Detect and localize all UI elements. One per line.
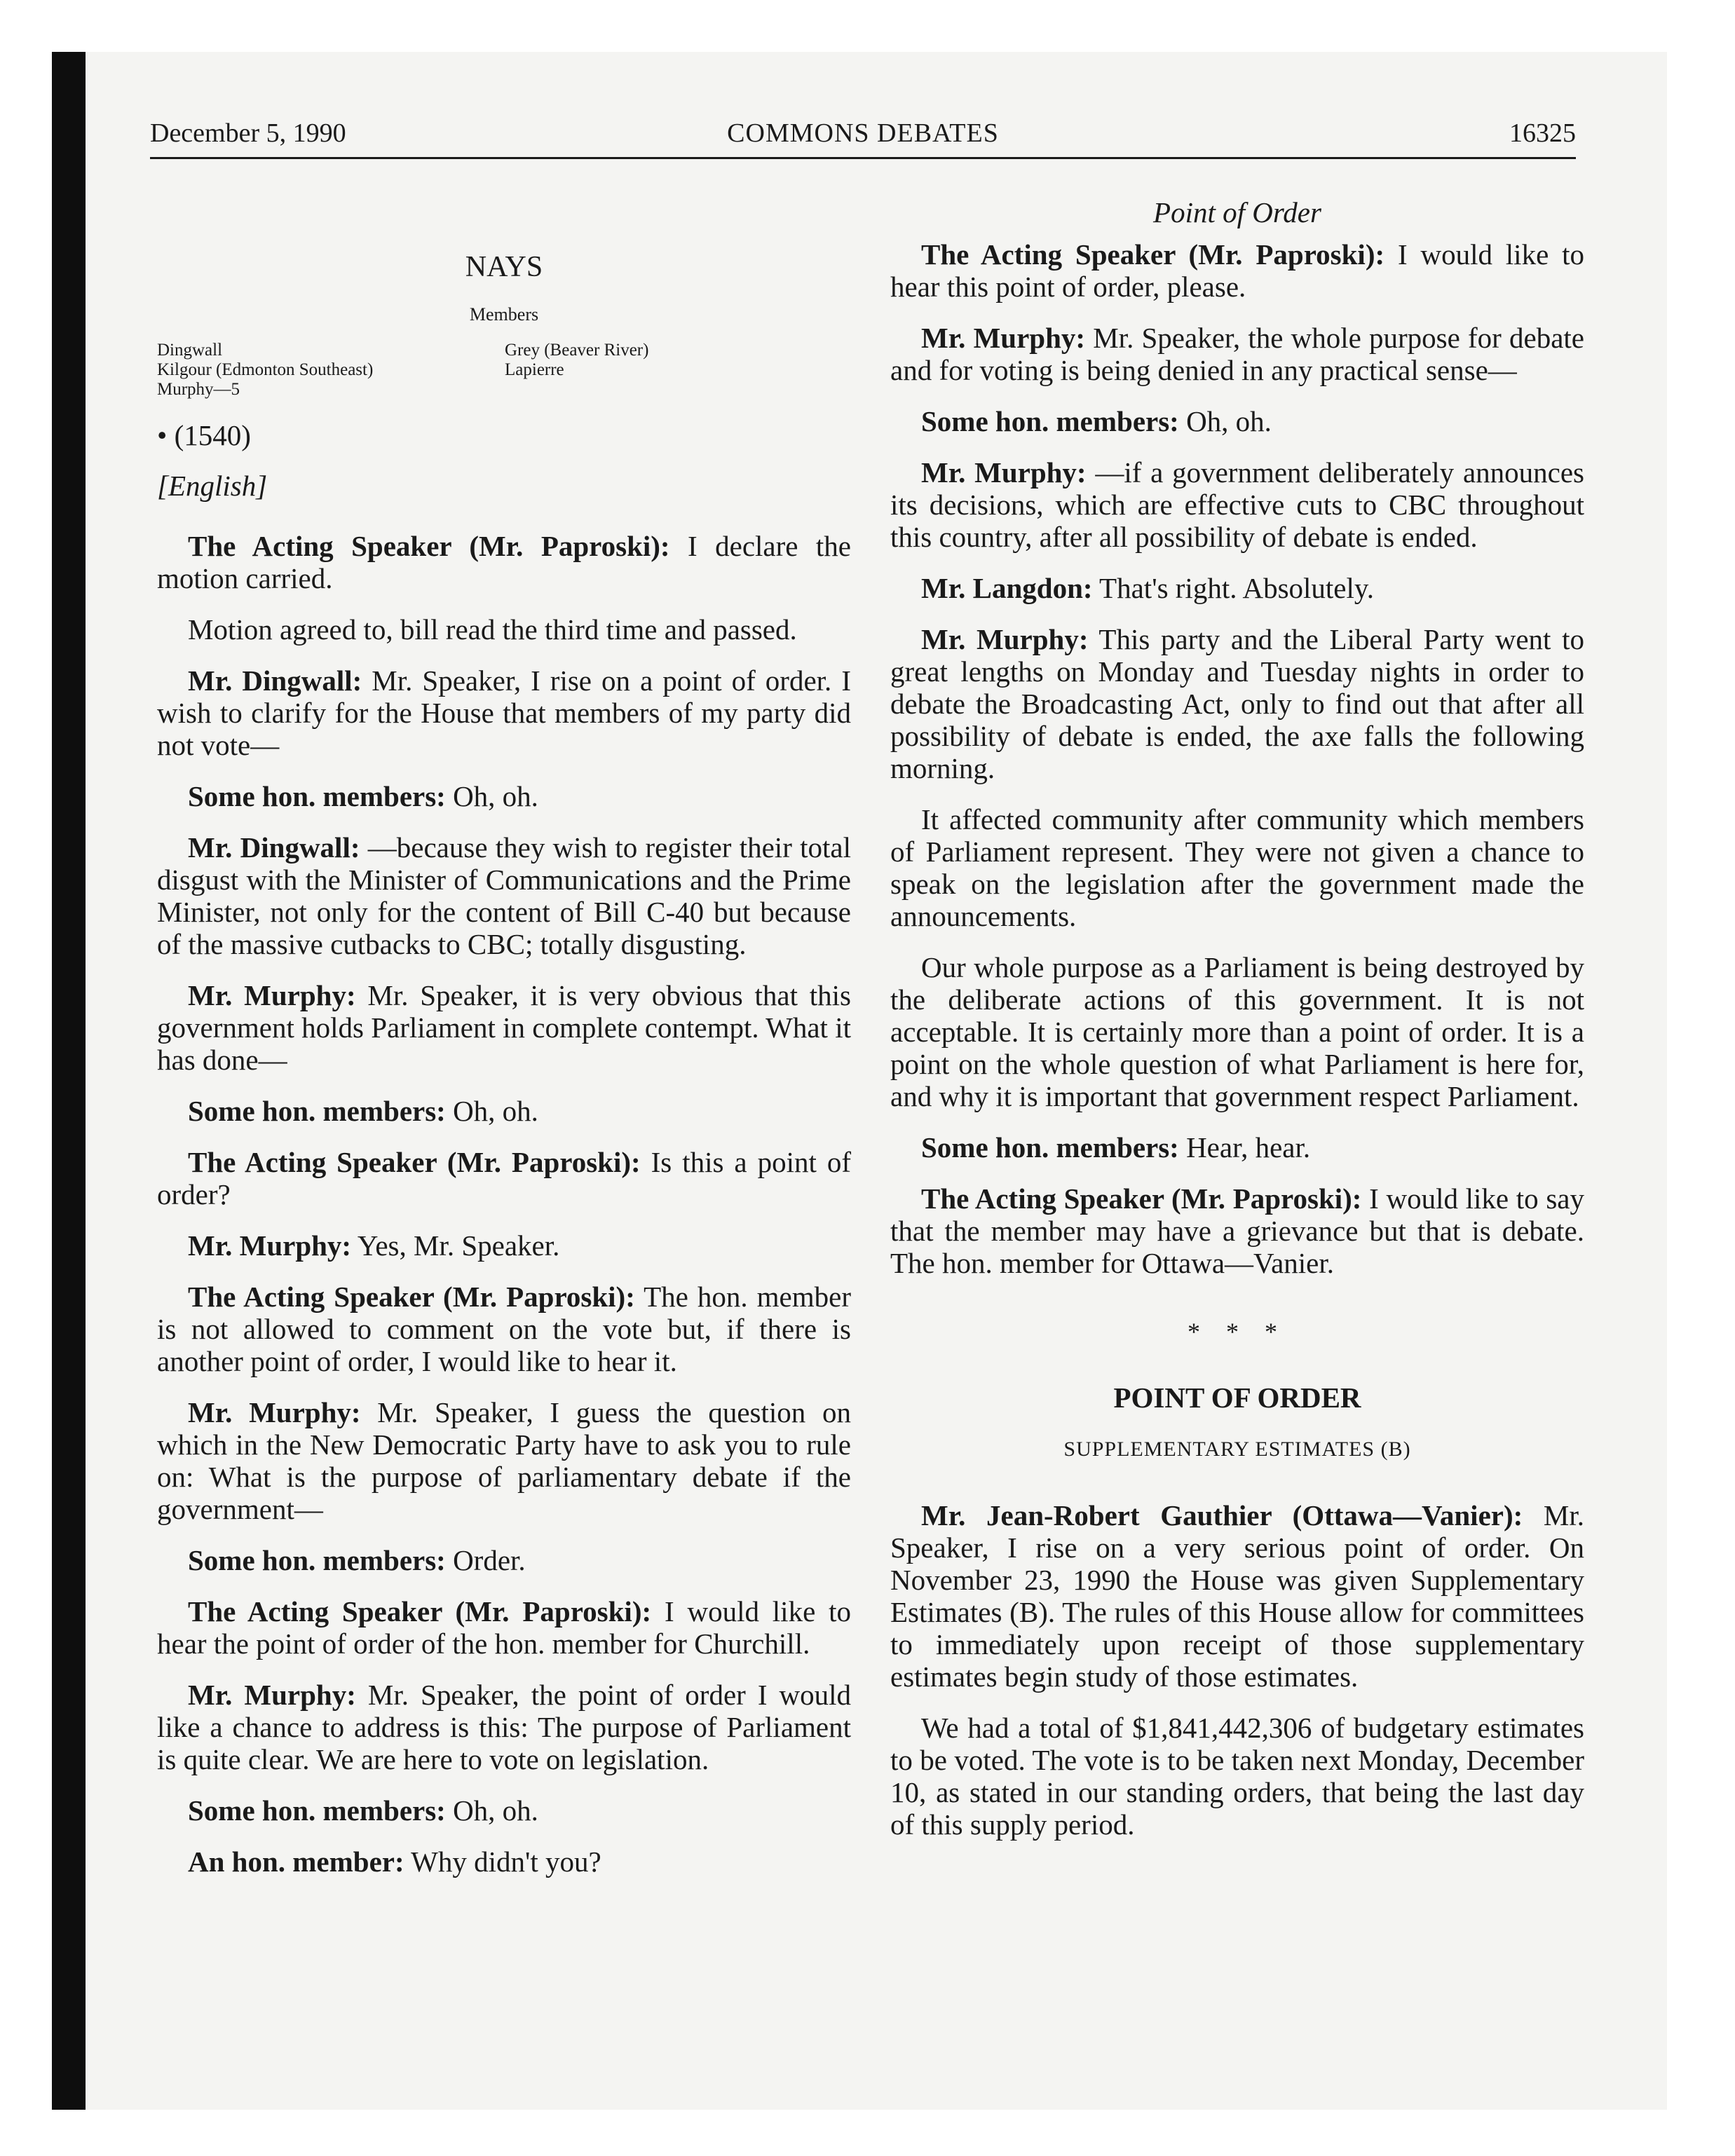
nays-heading: NAYS xyxy=(465,251,543,283)
paragraph xyxy=(890,572,1584,604)
speaker-name: The Acting Speaker (Mr. Paproski): xyxy=(921,238,1385,271)
speaker-name: Some hon. members: xyxy=(188,1544,446,1576)
header-rule xyxy=(150,157,1576,159)
paragraph-text: I would like to hear the point of order of the hon. member for Churchill. xyxy=(157,1595,852,1660)
paragraph-text: Our whole purpose as a Parliament is being destroyed by the deliberate actions of this government. It is not acceptable. It is certainly more than a point of order. It is a point on the whole question of what Parliament is here for, and why it is important that government respect Parliament. xyxy=(890,951,1584,1112)
running-subhead: Point of Order xyxy=(1153,196,1321,228)
paragraph xyxy=(890,1131,1584,1164)
paragraph xyxy=(157,780,851,812)
time-marker xyxy=(157,419,851,451)
speaker-name: Mr. Murphy: xyxy=(921,322,1086,354)
speaker-name: The Acting Speaker (Mr. Paproski): xyxy=(188,530,670,562)
paragraph-text: Mr. Speaker, I rise on a point of order. I wish to clarify for the House that members of my party did not vote— xyxy=(157,664,851,761)
page-header xyxy=(150,118,1576,160)
time-marker-text: (1540) xyxy=(174,419,251,451)
paragraph-text: Is this a point of order? xyxy=(157,1146,851,1210)
paragraph-text: Yes, Mr. Speaker. xyxy=(351,1229,560,1262)
speaker-name: Some hon. members: xyxy=(188,1794,446,1827)
paragraph-text: That's right. Absolutely. xyxy=(1092,572,1374,604)
paragraph-text: Oh, oh. xyxy=(1178,405,1272,437)
paragraph xyxy=(890,1182,1584,1279)
paragraph-text: Oh, oh. xyxy=(445,780,538,812)
paragraph-text: Mr. Speaker, the point of order I would like a chance to address is this: The purpose of Parliament is quite clear. We are here to vote on legislation. xyxy=(157,1679,852,1775)
member-name: Dingwall xyxy=(157,341,223,360)
paragraph-text: I would like to say that the member may have a grievance but that is debate. The hon. member for Ottawa—Vanier. xyxy=(890,1182,1584,1279)
right-column xyxy=(890,196,1584,1860)
paragraph-text: Mr. Speaker, I guess the question on which in the New Democratic Party have to ask you to rule on: What is the purpose of parliamentary debate if the government— xyxy=(157,1396,851,1525)
right-paragraphs xyxy=(890,238,1584,1279)
left-column xyxy=(157,196,851,1897)
paragraph-text: Hear, hear. xyxy=(1178,1131,1311,1164)
speaker-name: The Acting Speaker (Mr. Paproski): xyxy=(188,1281,635,1313)
members-list xyxy=(157,341,851,402)
paragraph xyxy=(890,405,1584,437)
header-date: December 5, 1990 xyxy=(150,118,346,148)
speaker-name: Some hon. members: xyxy=(921,1131,1179,1164)
paragraph xyxy=(890,238,1584,303)
header-page-number: 16325 xyxy=(1509,118,1576,148)
speaker-name: Mr. Jean-Robert Gauthier (Ottawa—Vanier): xyxy=(921,1499,1523,1531)
paragraph xyxy=(157,530,851,594)
speaker-name: Mr. Murphy: xyxy=(921,456,1087,489)
language-marker: [English] xyxy=(157,470,268,502)
paragraph-text: Order. xyxy=(445,1544,526,1576)
paragraph xyxy=(157,613,851,646)
paragraph xyxy=(157,1396,851,1525)
speaker-name: Mr. Murphy: xyxy=(188,1396,361,1428)
header-title: COMMONS DEBATES xyxy=(727,118,999,148)
member-name: Lapierre xyxy=(505,360,564,379)
paragraph xyxy=(890,951,1584,1112)
paragraph xyxy=(157,664,851,761)
speaker-name: Mr. Langdon: xyxy=(921,572,1093,604)
member-name: Murphy—5 xyxy=(157,380,240,399)
paragraph xyxy=(890,1712,1584,1841)
speaker-name: Mr. Murphy: xyxy=(188,1679,356,1711)
paragraph xyxy=(157,1794,851,1827)
speaker-name: Mr. Dingwall: xyxy=(188,831,360,864)
speaker-name: Mr. Murphy: xyxy=(921,623,1089,655)
paragraph xyxy=(157,1281,851,1377)
paragraph xyxy=(890,1499,1584,1693)
paragraph-text: Motion agreed to, bill read the third time and passed. xyxy=(188,613,797,646)
speaker-name: The Acting Speaker (Mr. Paproski): xyxy=(921,1182,1362,1215)
paragraph xyxy=(157,1845,851,1878)
left-paragraphs xyxy=(157,530,851,1878)
paragraph xyxy=(157,1095,851,1127)
members-col-2 xyxy=(505,341,648,380)
paragraph-text: Mr. Speaker, it is very obvious that this government holds Parliament in complete contempt. What it has done— xyxy=(157,979,851,1076)
section-title: POINT OF ORDER xyxy=(1113,1381,1361,1414)
speaker-name: Mr. Dingwall: xyxy=(188,664,362,697)
paragraph xyxy=(157,979,851,1076)
paragraph-text: Mr. Speaker, the whole purpose for debate and for voting is being denied in any practical sense— xyxy=(890,322,1584,386)
paragraph-text: It affected community after community which members of Parliament represent. They were not given a chance to speak on the legislation after the government made the announcements. xyxy=(890,803,1584,932)
binding-edge xyxy=(52,52,86,2110)
paragraph xyxy=(890,322,1584,386)
paragraph xyxy=(157,1229,851,1262)
paragraph-text: I would like to hear this point of order, please. xyxy=(890,238,1585,303)
section-separator: * * * xyxy=(1188,1318,1287,1346)
section-subtitle: SUPPLEMENTARY ESTIMATES (B) xyxy=(1063,1438,1411,1461)
paragraph-text: Mr. Speaker, I rise on a very serious point of order. On November 23, 1990 the House was given Supplementary Estimates (B). The rules of this House allow for committees to immediately upon receipt of those supplementary estimates begin study of those estimates. xyxy=(890,1499,1584,1693)
paragraph-text: This party and the Liberal Party went to great lengths on Monday and Tuesday nights in order to debate the Broadcasting Act, only to find out that after all possibility of debate is ended, the axe falls the following morning. xyxy=(890,623,1584,784)
speaker-name: The Acting Speaker (Mr. Paproski): xyxy=(188,1595,652,1628)
speaker-name: Mr. Murphy: xyxy=(188,1229,352,1262)
bullet-icon: • xyxy=(157,419,168,451)
paragraph xyxy=(157,1595,851,1660)
members-label: Members xyxy=(469,304,539,325)
paragraph-text: We had a total of $1,841,442,306 of budgetary estimates to be voted. The vote is to be taken next Monday, December 10, as stated in our standing orders, that being the last day of this supply period. xyxy=(890,1712,1584,1841)
paragraph-text: —because they wish to register their total disgust with the Minister of Communications and the Prime Minister, not only for the content of Bill C-40 but because of the massive cutbacks to CBC; totally disgusting. xyxy=(157,831,851,960)
speaker-name: An hon. member: xyxy=(188,1845,404,1878)
paragraph xyxy=(890,456,1584,553)
paragraph-text: The hon. member is not allowed to comment on the vote but, if there is another point of order, I would like to hear it. xyxy=(157,1281,851,1377)
paragraph-text: Oh, oh. xyxy=(445,1794,538,1827)
right-paragraphs-2 xyxy=(890,1499,1584,1841)
member-name: Kilgour (Edmonton Southeast) xyxy=(157,360,374,379)
speaker-name: Some hon. members: xyxy=(188,1095,446,1127)
speaker-name: The Acting Speaker (Mr. Paproski): xyxy=(188,1146,641,1178)
speaker-name: Some hon. members: xyxy=(188,780,446,812)
members-col-1 xyxy=(157,341,373,400)
member-name: Grey (Beaver River) xyxy=(505,341,649,360)
paragraph xyxy=(890,803,1584,932)
paragraph xyxy=(890,623,1584,784)
paragraph-text: Oh, oh. xyxy=(445,1095,538,1127)
paragraph xyxy=(157,1146,851,1210)
paragraph xyxy=(157,1679,851,1775)
paragraph xyxy=(157,831,851,960)
paragraph-text: I declare the motion carried. xyxy=(157,530,851,594)
paragraph-text: Why didn't you? xyxy=(404,1845,601,1878)
paragraph xyxy=(157,1544,851,1576)
paragraph-text: —if a government deliberately announces its decisions, which are effective cuts to CBC throughout this country, after all possibility of debate is ended. xyxy=(890,456,1584,553)
speaker-name: Some hon. members: xyxy=(921,405,1179,437)
speaker-name: Mr. Murphy: xyxy=(188,979,356,1011)
